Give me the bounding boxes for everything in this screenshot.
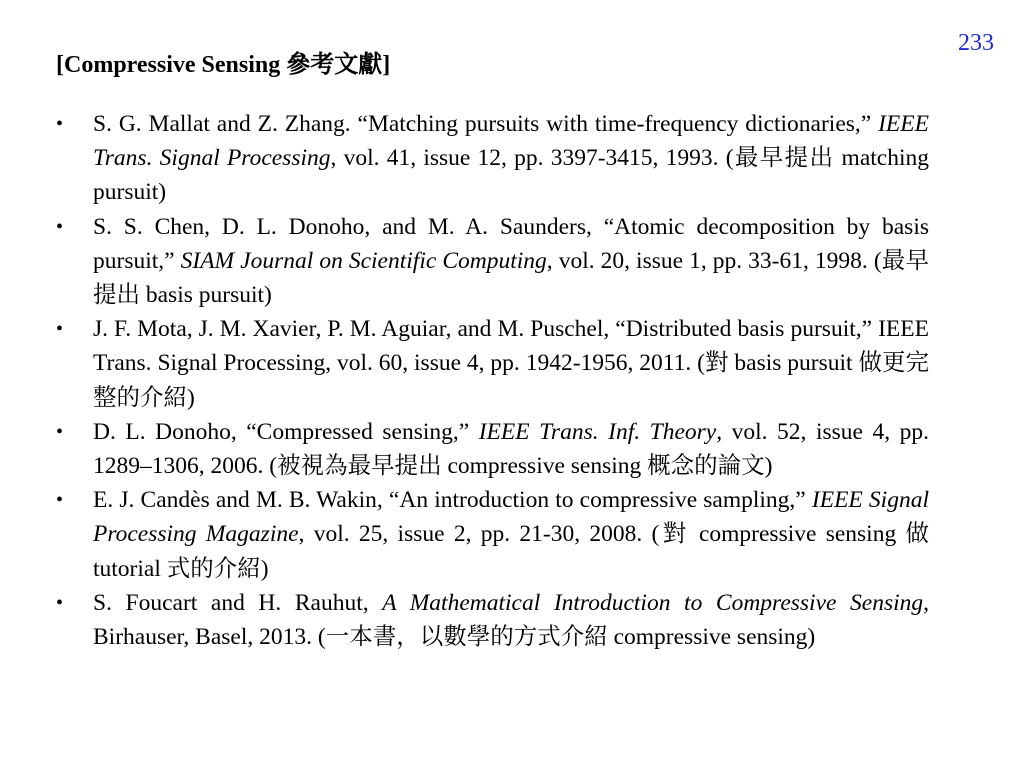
bullet-icon: • xyxy=(56,420,64,443)
reference-venue: A Mathematical Introduction to Compressive Sensing xyxy=(382,589,924,616)
reference-item-2 xyxy=(56,210,929,313)
bullet-icon: • xyxy=(56,113,64,135)
reference-text: S. S. Chen, D. L. Donoho, and M. A. Saunders, “Atomic decomposition by basis pursuit,” xyxy=(93,213,929,274)
reference-details: , vol. 52, issue 4, pp. 1289–1306, 2006. (被視為最早提出 compressive sensing 概念的論文) xyxy=(93,418,929,480)
reference-text: E. J. Candès and M. B. Wakin, “An introduction to compressive sampling,” xyxy=(93,487,812,514)
reference-venue: IEEE Trans. Signal Processing xyxy=(93,111,929,172)
bullet-icon: • xyxy=(56,489,64,512)
reference-item-5 xyxy=(56,483,929,586)
page-title: [Compressive Sensing 參考文獻] xyxy=(56,52,391,78)
reference-details: , vol. 20, issue 1, pp. 33-61, 1998. (最早提出 basis pursuit) xyxy=(93,247,929,309)
reference-list xyxy=(0,107,1024,654)
reference-text: J. F. Mota, J. M. Xavier, P. M. Aguiar, and M. Puschel, “Distributed basis pursuit,” IEEE Trans. Signal Processing, vol. 60, issue 4, pp. 1942-1956, 2011. (對 basis pursuit 做更完整的介紹) xyxy=(93,316,929,411)
bullet-icon: • xyxy=(56,215,64,238)
reference-venue: IEEE Signal Processing Magazine xyxy=(93,487,929,548)
reference-item-4 xyxy=(56,415,929,483)
reference-details: , Birhauser, Basel, 2013. (一本書，以數學的方式介紹 compressive sensing) xyxy=(93,589,929,651)
reference-item-1 xyxy=(56,107,929,210)
reference-item-6 xyxy=(56,586,929,654)
reference-text: S. Foucart and H. Rauhut, xyxy=(93,589,383,616)
bullet-icon: • xyxy=(56,591,64,614)
bullet-icon: • xyxy=(56,318,64,341)
reference-venue: SIAM Journal on Scientific Computing xyxy=(180,247,547,274)
reference-text: S. G. Mallat and Z. Zhang. “Matching pursuits with time-frequency dictionaries,” xyxy=(93,111,879,137)
page-number: 233 xyxy=(958,30,994,56)
reference-details: , vol. 41, issue 12, pp. 3397-3415, 1993. (最早提出 matching pursuit) xyxy=(93,145,929,206)
reference-details: , vol. 25, issue 2, pp. 21-30, 2008. (對 compressive sensing 做 tutorial 式的介紹) xyxy=(93,521,929,582)
reference-venue: IEEE Trans. Inf. Theory xyxy=(478,418,717,445)
reference-text: D. L. Donoho, “Compressed sensing,” xyxy=(93,418,479,445)
reference-item-3 xyxy=(56,312,929,415)
